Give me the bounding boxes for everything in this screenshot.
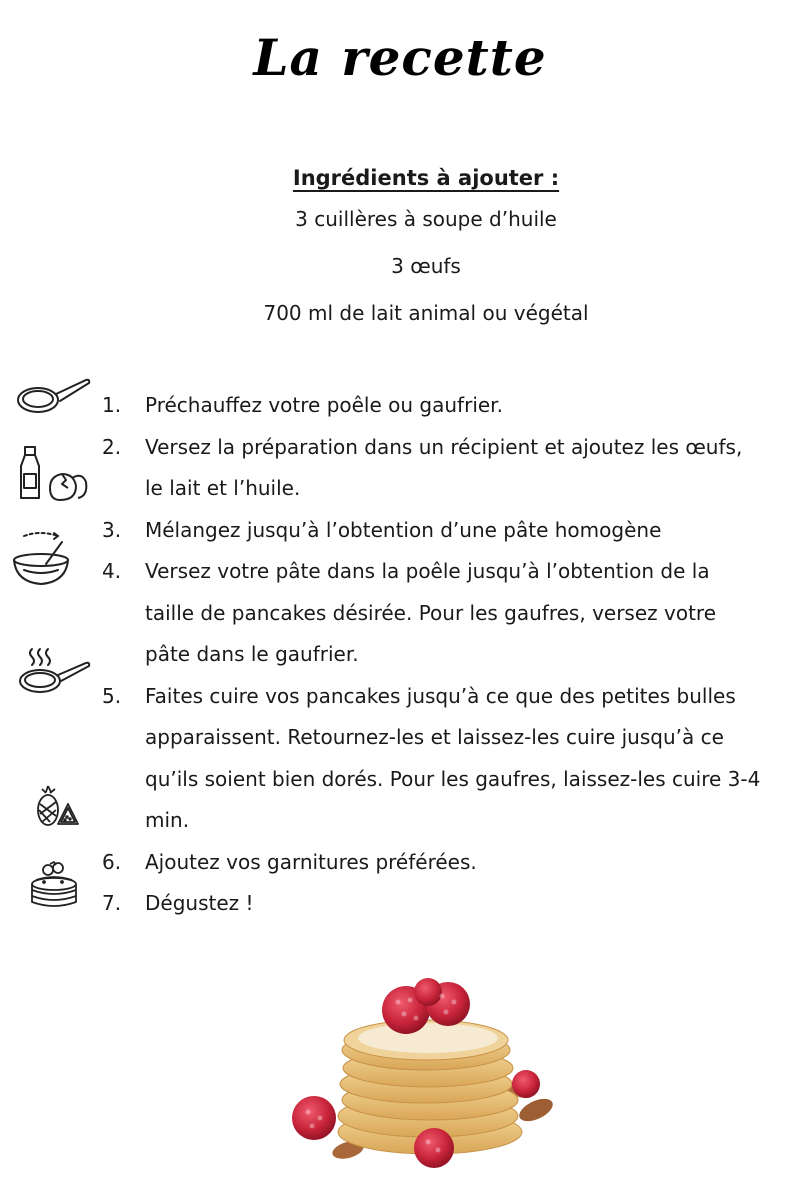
step-number: 1. <box>102 393 122 417</box>
step-item <box>102 842 762 884</box>
recipe-steps <box>102 385 762 925</box>
step-text: Versez la préparation dans un récipient et ajoutez les œufs, le lait et l’huile. <box>145 434 743 500</box>
step-item <box>102 676 762 842</box>
milk-bottle-egg-icon <box>16 444 90 502</box>
pancake-stack-icon <box>28 860 80 914</box>
ingredients-heading: Ingrédients à ajouter : <box>292 166 560 190</box>
ingredient-item: 3 œufs <box>391 254 461 278</box>
step-text: Ajoutez vos garnitures préférées. <box>145 849 477 874</box>
step-item <box>102 551 762 676</box>
step-text: Mélangez jusqu’à l’obtention d’une pâte homogène <box>145 517 662 542</box>
fruit-icon <box>34 784 80 830</box>
step-item <box>102 510 762 552</box>
step-item <box>102 883 762 925</box>
page-title: La recette <box>253 28 547 87</box>
step-number: 4. <box>102 559 122 583</box>
step-text: Faites cuire vos pancakes jusqu’à ce que des petites bulles apparaissent. Retournez-les et laissez-les cuire jusqu’à ce qu’ils soient bien dorés. Pour les gaufres, laissez-les cuire 3-4 min. <box>145 683 761 832</box>
step-text: Préchauffez votre poêle ou gaufrier. <box>145 393 503 417</box>
step-item <box>102 385 762 427</box>
step-text: Versez votre pâte dans la poêle jusqu’à l’obtention de la taille de pancakes désirée. Pour les gaufres, versez votre pâte dans le gaufrier. <box>145 559 717 666</box>
ingredient-item: 3 cuillères à soupe d’huile <box>295 207 557 231</box>
step-text: Dégustez ! <box>145 891 254 915</box>
step-number: 7. <box>102 891 122 915</box>
step-item <box>102 427 762 510</box>
ingredient-item: 700 ml de lait animal ou végétal <box>263 301 589 325</box>
step-number: 6. <box>102 849 122 874</box>
pancake-stack-photo <box>288 972 560 1172</box>
hot-pan-icon <box>16 645 92 697</box>
frying-pan-icon <box>14 374 92 418</box>
step-number: 3. <box>102 517 122 542</box>
step-number: 5. <box>102 683 122 708</box>
ingredients-section <box>0 160 800 337</box>
step-number: 2. <box>102 434 122 459</box>
mixing-bowl-icon <box>10 530 72 588</box>
